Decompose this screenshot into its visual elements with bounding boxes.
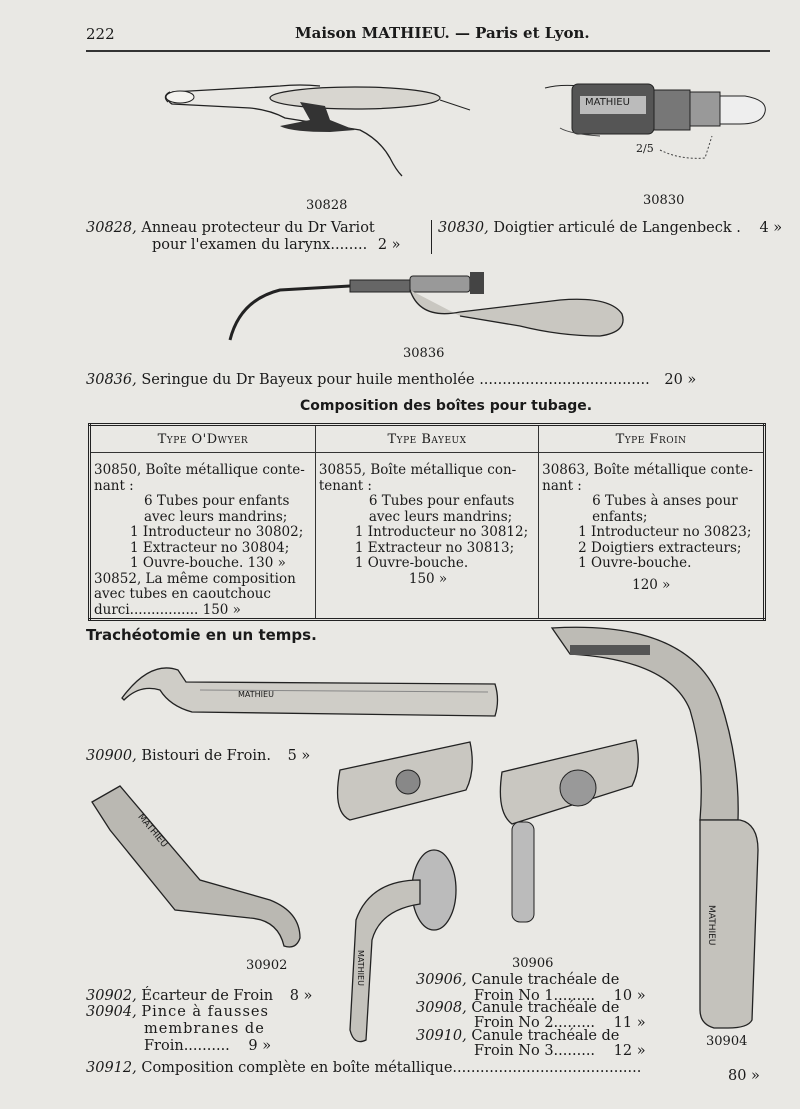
cell-line: durci................ 150 » [94,601,241,618]
fig-30828: 30828 [306,198,348,213]
item-desc: Canule trachéale de [471,1028,620,1044]
item-desc: Froin.......... [144,1038,230,1054]
cell-line: 1 Introducteur no 30812; [354,524,529,540]
item-code: 30910, [416,1028,467,1044]
bistouri-engraving: MATHIEU [238,690,274,699]
item-30912-price: 80 » [728,1068,760,1084]
item-price: 4 » [759,220,783,236]
item-30910-line2 [474,1043,646,1060]
item-desc: Pince à fausses [141,1004,269,1020]
cell-line: 30855, Boîte métallique con- [318,462,517,478]
cell-line: 1 Introducteur no 30802; [130,524,304,540]
cannula-engraving: MATHIEU [356,950,365,986]
fig-30906: 30906 [512,956,554,971]
item-price: 5 » [287,748,311,764]
item-desc: Froin No 2......... [474,1015,596,1031]
item-desc: Bistouri de Froin. [141,748,271,764]
item-code: 30902, [86,988,137,1004]
item-desc: Seringue du Dr Bayeux pour huile mentholée ..................................... [141,372,650,388]
cell-line: avec leurs mandrins; [144,508,288,525]
item-30902-line [86,988,312,1005]
item-code: 30908, [416,1000,467,1016]
item-code: 30830, [438,220,489,236]
item-price: 8 » [289,988,313,1004]
cell-line: 1 Ouvre-bouche. 130 » [130,555,286,571]
retractor-engraving: MATHIEU [135,812,170,850]
cell-line: 30863, Boîte métallique conte- [542,462,753,478]
boxes-title: Composition des boîtes pour tubage. [300,398,593,414]
item-price: 11 » [613,1015,646,1031]
col-header-froin: Type Froin [539,425,765,453]
fraction-label: 2/5 [636,142,654,155]
item-code: 30828, [86,220,137,236]
item-30904-line3 [144,1038,271,1055]
cell-line: 1 Ouvre-bouche. [578,555,692,571]
cell-line: tenant : [318,477,372,494]
cell-line: 6 Tubes pour enfauts [368,493,515,509]
cell-line: 1 Extracteur no 30813; [354,539,515,556]
item-price: 20 » [664,372,697,388]
item-code: 30904, [86,1004,137,1020]
item-desc: Écarteur de Froin [141,988,274,1004]
cell-line: 2 Doigtiers extracteurs; [578,539,742,556]
item-price: 10 » [613,988,646,1004]
hook-engraving: MATHIEU [706,905,716,946]
item-desc: Canule trachéale de [471,1000,620,1016]
item-30912-line [86,1060,641,1077]
item-price: 2 » [377,237,401,253]
item-desc: Froin No 1......... [474,988,596,1004]
cell-line: 6 Tubes pour enfants [144,493,290,509]
cell-line: 30852, La même composition [94,570,296,587]
item-code: 30836, [86,372,137,388]
cell-line: nant : [94,477,134,494]
tracheo-heading: Trachéotomie en un temps. [86,626,317,644]
col-header-odwyer: Type O'Dwyer [90,425,316,453]
item-desc: Canule trachéale de [471,972,620,988]
page-number: 222 [86,25,115,43]
cell-line: 30850, Boîte métallique conte- [94,462,305,478]
fig-30904: 30904 [706,1034,748,1049]
item-code: 30912, [86,1060,137,1076]
item-desc: Composition complète en boîte métallique......................................... [141,1060,642,1076]
cell-line: 1 Extracteur no 30804; [130,539,290,556]
item-desc: pour l'examen du larynx........ [152,237,368,253]
item-desc: Anneau protecteur du Dr Variot [141,220,375,236]
item-code: 30906, [416,972,467,988]
item-price: 9 » [248,1038,272,1054]
cell-line: 1 Ouvre-bouche. [354,555,469,571]
fig-30902: 30902 [246,958,288,973]
item-desc: Froin No 3......... [474,1043,596,1059]
cell-line: 1 Introducteur no 30823; [578,524,752,540]
cell-line: avec leurs mandrins; [368,508,513,525]
stall-label-engraving: MATHIEU [585,97,630,108]
item-30904-line2: membranes de [144,1021,265,1037]
item-30900-line [86,748,310,765]
item-30906-line1 [416,972,619,989]
cell-line: 6 Tubes à anses pour [592,493,738,509]
fig-30830: 30830 [643,193,685,208]
cell-line: nant : [542,477,582,494]
col-header-bayeux: Type Bayeux [315,425,538,453]
cell-line: enfants; [592,508,648,525]
cell-line: avec tubes en caoutchouc [94,586,271,602]
cell-line: 120 » [632,576,671,593]
cell-line: 150 » [408,570,448,587]
fig-30836: 30836 [403,346,445,361]
item-30904-line1 [86,1004,269,1021]
page-title: Maison MATHIEU. — Paris et Lyon. [295,24,590,42]
item-desc: Doigtier articulé de Langenbeck . [493,220,741,236]
item-code: 30900, [86,748,137,764]
item-price: 12 » [613,1043,646,1059]
